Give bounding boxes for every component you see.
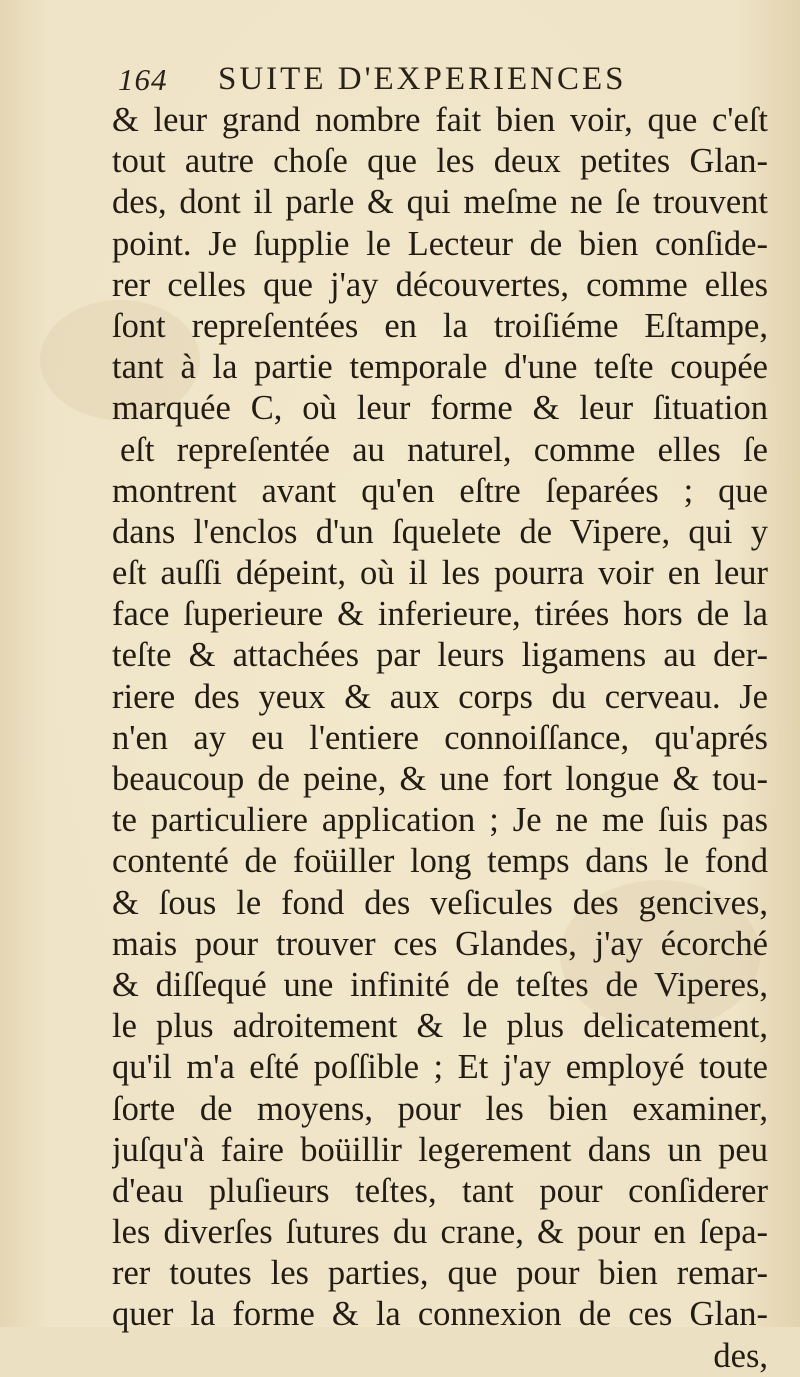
text-line: & diſſequé une infinité de teſtes de Viperes, (112, 965, 768, 1004)
text-line: eſt auſſi dépeint, où il les pourra voir en leur (112, 554, 768, 593)
text-line: te particuliere application ; Je ne me ſuis pas (112, 801, 768, 840)
text-line: montrent avant qu'en eſtre ſeparées ; que (112, 471, 768, 510)
text-line: contenté de foüiller long temps dans le fond (112, 842, 768, 881)
page-number: 164 (118, 62, 168, 97)
text-line: point. Je ſupplie le Lecteur de bien conſide- (112, 224, 768, 263)
text-line: teſte & attachées par leurs ligamens au der- (112, 636, 768, 675)
text-line: & ſous le fond des veſicules des gencives, (112, 883, 768, 922)
text-line: qu'il m'a eſté poſſible ; Et j'ay employé toute (112, 1048, 768, 1087)
body-text (112, 100, 768, 1377)
text-line: le plus adroitement & le plus delicatement, (112, 1007, 768, 1046)
text-line: riere des yeux & aux corps du cerveau. Je (112, 677, 768, 716)
text-line: les diverſes ſutures du crane, & pour en ſepa- (112, 1213, 768, 1252)
text-line: eſt repreſentée au naturel, comme elles ſe (120, 430, 768, 469)
text-line: marquée C, où leur forme & leur ſituation (112, 389, 768, 428)
text-line: des, dont il parle & qui meſme ne ſe trouvent (112, 183, 768, 222)
running-title: SUITE D'EXPERIENCES (218, 61, 627, 97)
catchword: des, (713, 1336, 768, 1375)
text-line: dans l'enclos d'un ſquelete de Vipere, qui y (112, 512, 768, 551)
text-line: ſorte de moyens, pour les bien examiner, (112, 1089, 768, 1128)
text-line: mais pour trouver ces Glandes, j'ay écorché (112, 924, 768, 963)
text-line: tout autre choſe que les deux petites Glan- (112, 142, 768, 181)
text-line: quer la forme & la connexion de ces Glan- (112, 1295, 768, 1334)
text-line: rer toutes les parties, que pour bien remar- (112, 1254, 768, 1293)
text-line: juſqu'à faire boüillir legerement dans un peu (112, 1130, 768, 1169)
text-line: beaucoup de peine, & une fort longue & tou- (112, 760, 768, 798)
text-line: ſont repreſentées en la troiſiéme Eſtampe, (112, 306, 768, 345)
text-line: n'en ay eu l'entiere connoiſſance, qu'aprés (112, 718, 768, 757)
text-line: & leur grand nombre fait bien voir, que c'eſt (112, 101, 768, 139)
text-line: face ſuperieure & inferieure, tirées hors de la (112, 595, 768, 634)
text-line: d'eau pluſieurs teſtes, tant pour conſiderer (112, 1171, 768, 1210)
running-head (118, 50, 698, 98)
text-line: rer celles que j'ay découvertes, comme elles (112, 265, 768, 304)
text-line: tant à la partie temporale d'une teſte coupée (112, 348, 768, 387)
